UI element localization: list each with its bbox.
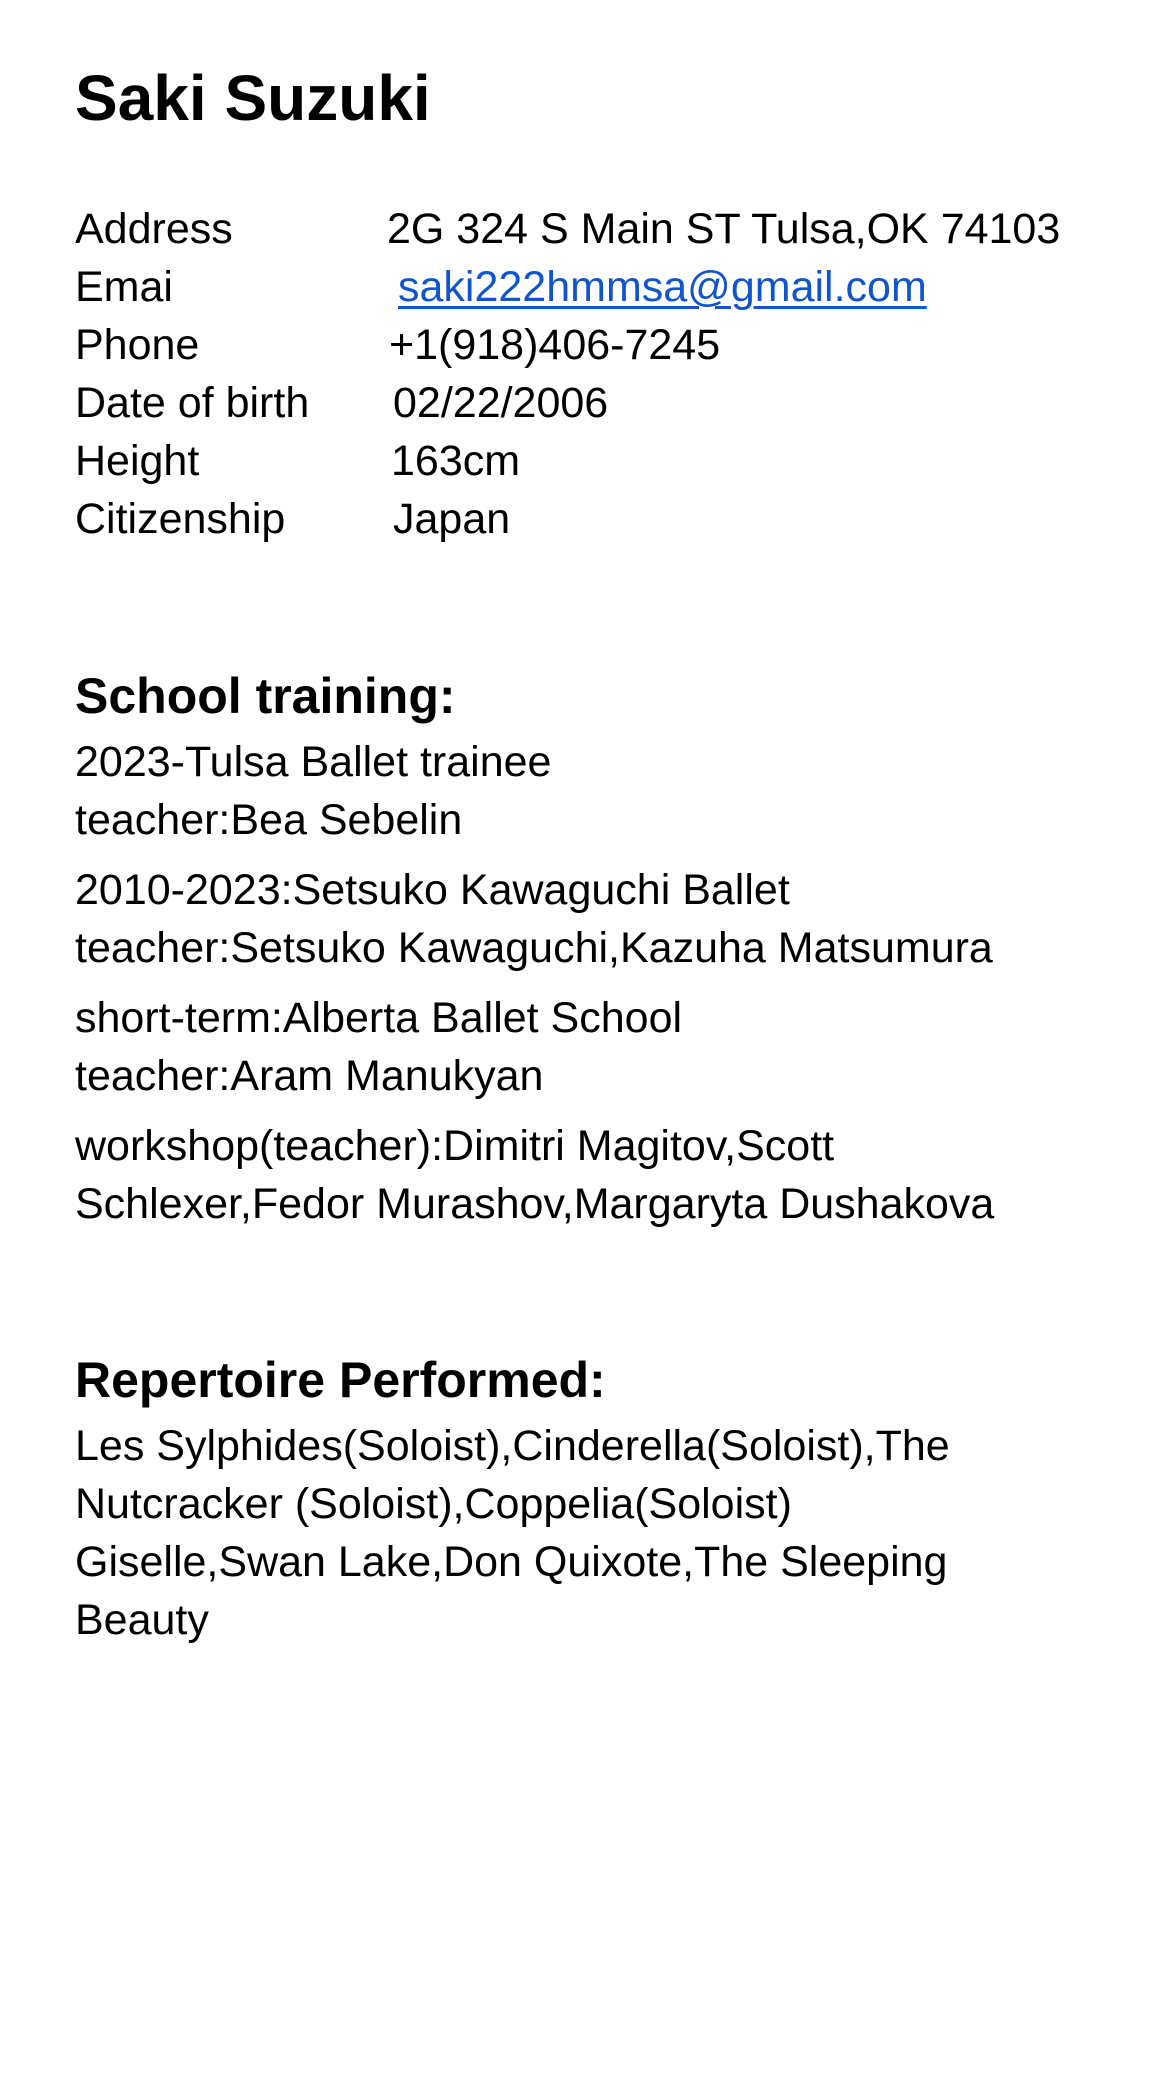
school-training-list	[75, 733, 1115, 1245]
training-entry-teacher: teacher:Bea Sebelin	[75, 796, 463, 844]
training-entry-line: 2023-Tulsa Ballet trainee	[75, 738, 552, 786]
info-row-phone	[75, 316, 1115, 374]
training-entry-line: short-term:Alberta Ballet School	[75, 994, 683, 1042]
address-label: Address	[75, 205, 233, 253]
height-label: Height	[75, 437, 200, 485]
repertoire-line: Les Sylphides(Soloist),Cinderella(Soloist),The	[75, 1422, 950, 1470]
training-entry	[75, 989, 1115, 1105]
school-training-heading: School training:	[75, 668, 456, 724]
repertoire-line: Nutcracker (Soloist),Coppelia(Soloist)	[75, 1480, 792, 1528]
phone-label: Phone	[75, 321, 200, 369]
info-row-dob	[75, 374, 1115, 432]
repertoire-line: Beauty	[75, 1596, 209, 1644]
email-label: Emai	[75, 263, 173, 311]
info-row-email	[75, 258, 1115, 316]
info-row-citizenship	[75, 490, 1115, 548]
email-link[interactable]: saki222hmmsa@gmail.com	[398, 263, 927, 311]
dob-label: Date of birth	[75, 379, 310, 427]
citizenship-label: Citizenship	[75, 495, 286, 543]
training-entry-line: 2010-2023:Setsuko Kawaguchi Ballet	[75, 866, 790, 914]
citizenship-value: Japan	[393, 495, 511, 543]
height-value: 163cm	[391, 437, 521, 485]
training-entry	[75, 1117, 1115, 1233]
training-entry-teacher: teacher:Setsuko Kawaguchi,Kazuha Matsumura	[75, 924, 993, 972]
resume-name: Saki Suzuki	[75, 62, 431, 134]
training-entry	[75, 733, 1115, 849]
address-value: 2G 324 S Main ST Tulsa,OK 74103	[387, 205, 1061, 253]
repertoire-line: Giselle,Swan Lake,Don Quixote,The Sleeping	[75, 1538, 948, 1586]
dob-value: 02/22/2006	[393, 379, 609, 427]
info-row-height	[75, 432, 1115, 490]
personal-info	[75, 200, 1115, 548]
training-entry-line: Schlexer,Fedor Murashov,Margaryta Dushakova	[75, 1180, 995, 1228]
training-entry	[75, 861, 1115, 977]
training-entry-teacher: teacher:Aram Manukyan	[75, 1052, 544, 1100]
repertoire-heading: Repertoire Performed:	[75, 1352, 606, 1408]
phone-value: +1(918)406-7245	[389, 321, 721, 369]
info-row-address	[75, 200, 1115, 258]
training-entry-line: workshop(teacher):Dimitri Magitov,Scott	[75, 1122, 835, 1170]
repertoire-list	[75, 1417, 1115, 1649]
